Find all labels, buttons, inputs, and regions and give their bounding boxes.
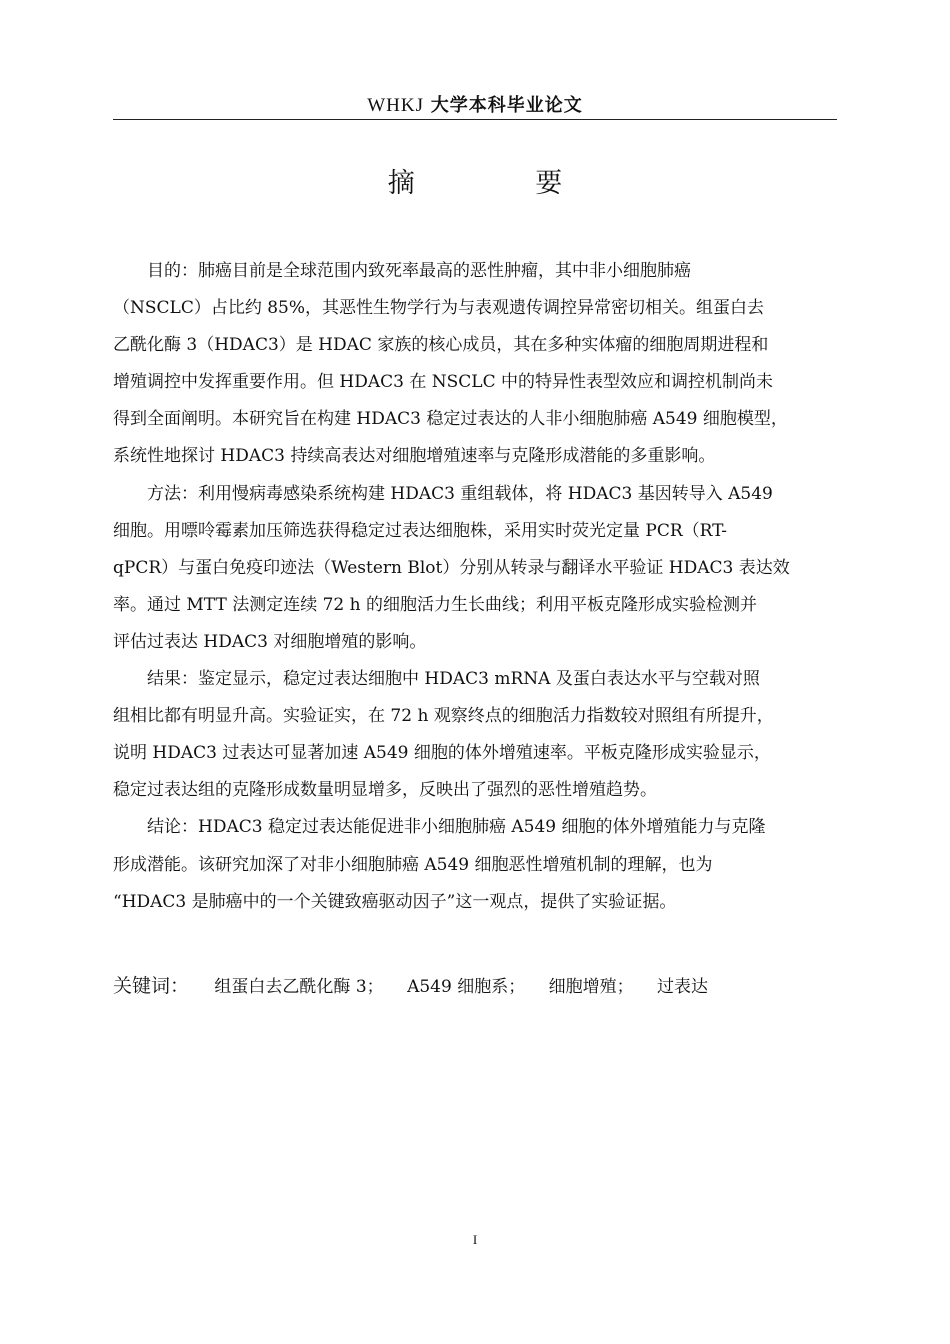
header-university-code: WHKJ [367,95,425,116]
text-line: “HDAC3 是肺癌中的一个关键致癌驱动因子”这一观点，提供了实验证据。 [113,891,677,912]
keyword-item: 组蛋白去乙酰化酶 3； [214,977,384,997]
text-line: 目的：肺癌目前是全球范围内致死率最高的恶性肿瘤，其中非小细胞肺癌 [147,261,691,281]
abstract-body [113,253,839,921]
text-line: 细胞。用嘌呤霉素加压筛选获得稳定过表达细胞株，采用实时荧光定量 PCR（RT- [113,520,728,541]
keywords-label: 关键词： [113,975,190,997]
page-title: 摘 要 [387,168,619,199]
keyword-item: 过表达 [657,977,709,997]
text-line: 系统性地探讨 HDAC3 持续高表达对细胞增殖速率与克隆形成潜能的多重影响。 [113,446,716,467]
text-line: 得到全面阐明。本研究旨在构建 HDAC3 稳定过表达的人非小细胞肺癌 A549 细胞模型， [113,409,788,430]
keyword-item: A549 细胞系； [407,977,526,997]
header-thesis-label: 大学本科毕业论文 [430,95,583,116]
running-header [113,92,837,120]
text-line: 增殖调控中发挥重要作用。但 HDAC3 在 NSCLC 中的特异性表型效应和调控机制尚未 [113,372,773,393]
text-line: 方法：利用慢病毒感染系统构建 HDAC3 重组载体，将 HDAC3 基因转导入 A549 [147,483,773,504]
page-number: I [472,1232,478,1247]
text-line: qPCR）与蛋白免疫印迹法（Western Blot）分别从转录与翻译水平验证 HDAC3 表达效 [113,557,790,578]
keyword-item: 细胞增殖； [548,977,634,997]
text-line: 组相比都有明显升高。实验证实，在 72 h 观察终点的细胞活力指数较对照组有所提升， [113,706,774,727]
text-line: 结果：鉴定显示，稳定过表达细胞中 HDAC3 mRNA 及蛋白表达水平与空载对照 [147,669,760,690]
abstract-paragraph-results [113,661,839,809]
abstract-paragraph-methods [113,476,839,661]
abstract-paragraph-purpose [113,253,839,476]
text-line: 评估过表达 HDAC3 对细胞增殖的影响。 [113,631,427,652]
abstract-paragraph-conclusion [113,809,839,920]
text-line: 说明 HDAC3 过表达可显著加速 A549 细胞的体外增殖速率。平板克隆形成实验显示， [113,743,771,764]
text-line: 结论：HDAC3 稳定过表达能促进非小细胞肺癌 A549 细胞的体外增殖能力与克隆 [147,817,766,838]
text-line: 乙酰化酶 3（HDAC3）是 HDAC 家族的核心成员，其在多种实体瘤的细胞周期进程和 [113,335,769,356]
text-line: 形成潜能。该研究加深了对非小细胞肺癌 A549 细胞恶性增殖机制的理解，也为 [113,854,713,875]
text-line: 稳定过表达组的克隆形成数量明显增多，反映出了强烈的恶性增殖趋势。 [113,780,657,801]
text-line: 率。通过 MTT 法测定连续 72 h 的细胞活力生长曲线；利用平板克隆形成实验检测并 [113,594,757,615]
keywords-line [113,968,839,1006]
text-line: （NSCLC）占比约 85%，其恶性生物学行为与表观遗传调控异常密切相关。组蛋白去 [113,298,765,319]
